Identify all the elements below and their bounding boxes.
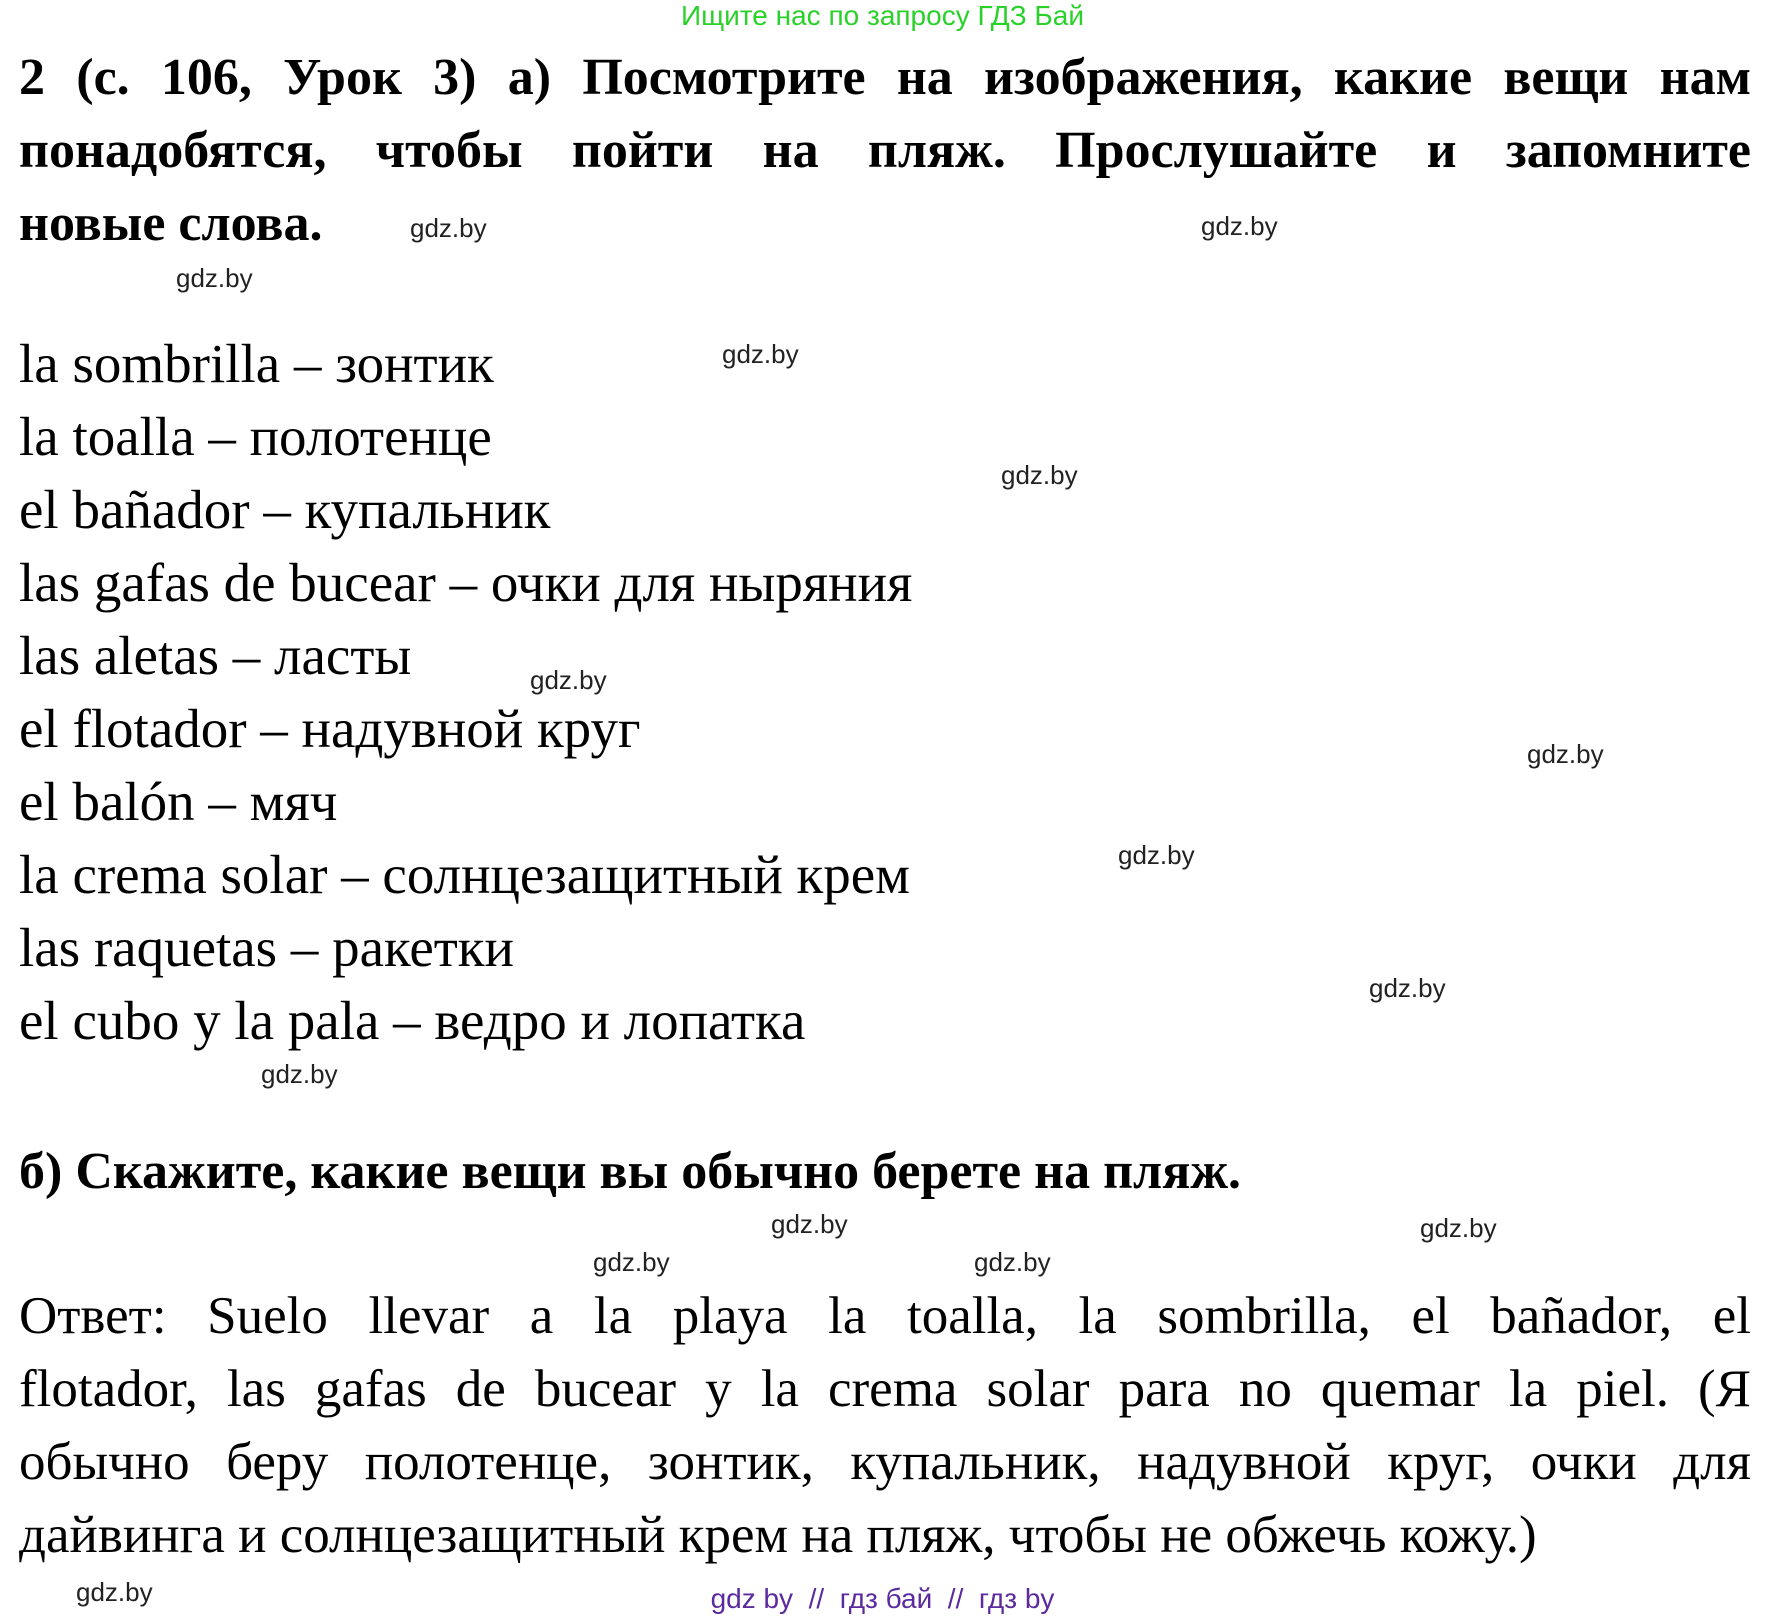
watermark: gdz.by	[1118, 840, 1195, 870]
vocab-item: el cubo y la pala – ведро и лопатка	[19, 990, 806, 1051]
watermark: gdz.by	[76, 1577, 153, 1607]
watermark: gdz.by	[593, 1247, 670, 1277]
vocab-item: el flotador – надувной круг	[19, 698, 641, 759]
answer-line-1: Ответ: Suelo llevar a la playa la toalla, la sombrilla, el bañador, el	[19, 1287, 1751, 1345]
footer	[0, 1584, 1765, 1614]
vocab-item: las gafas de bucear – очки для ныряния	[19, 552, 913, 613]
vocab-item: las aletas – ласты	[19, 625, 412, 686]
watermark: gdz.by	[722, 339, 799, 369]
footer-links[interactable]: gdz by // гдз бай // гдз by	[710, 1583, 1055, 1614]
watermark: gdz.by	[530, 665, 607, 695]
vocab-item: la crema solar – солнцезащитный крем	[19, 844, 910, 905]
task-heading-line-3: новые слова.	[19, 195, 323, 252]
watermark: gdz.by	[1369, 973, 1446, 1003]
vocab-item: el bañador – купальник	[19, 479, 551, 540]
task-b-heading: б) Скажите, какие вещи вы обычно берете на пляж.	[19, 1143, 1242, 1200]
watermark: gdz.by	[176, 263, 253, 293]
promo-banner[interactable]: Ищите нас по запросу ГДЗ Бай	[680, 0, 1085, 31]
watermark: gdz.by	[974, 1247, 1051, 1277]
watermark: gdz.by	[261, 1059, 338, 1089]
task-heading-line-2: понадобятся, чтобы пойти на пляж. Прослушайте и запомните	[19, 122, 1751, 179]
watermark: gdz.by	[1201, 211, 1278, 241]
watermark: gdz.by	[1420, 1213, 1497, 1243]
watermark: gdz.by	[410, 213, 487, 243]
answer-line-4: дайвинга и солнцезащитный крем на пляж, чтобы не обжечь кожу.)	[19, 1506, 1537, 1564]
vocab-item: el balón – мяч	[19, 771, 338, 832]
answer-line-2: flotador, las gafas de bucear y la crema solar para no quemar la piel. (Я	[19, 1360, 1751, 1418]
watermark: gdz.by	[1527, 739, 1604, 769]
vocab-item: la sombrilla – зонтик	[19, 333, 494, 394]
vocab-item: las raquetas – ракетки	[19, 917, 514, 978]
task-heading-line-1: 2 (с. 106, Урок 3) а) Посмотрите на изображения, какие вещи нам	[19, 49, 1751, 106]
answer-line-3: обычно беру полотенце, зонтик, купальник, надувной круг, очки для	[19, 1433, 1751, 1491]
watermark: gdz.by	[771, 1209, 848, 1239]
watermark: gdz.by	[1001, 460, 1078, 490]
vocab-item: la toalla – полотенце	[19, 406, 492, 467]
